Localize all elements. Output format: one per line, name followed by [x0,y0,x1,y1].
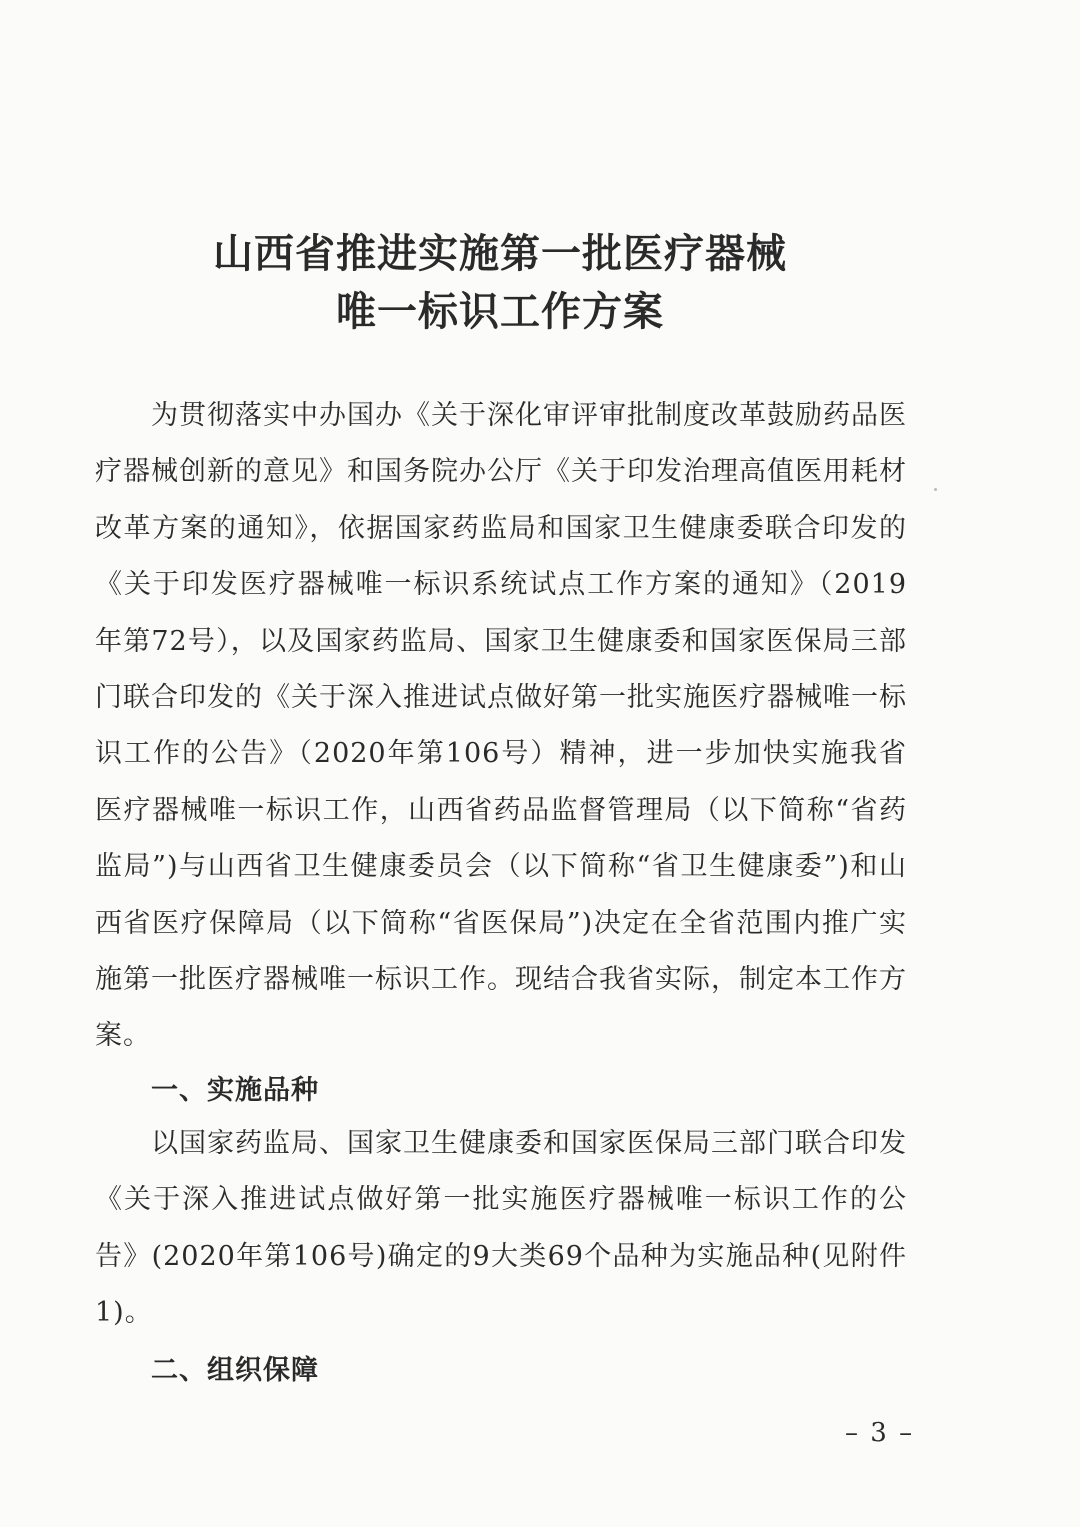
page-number: – 3 – [845,1418,915,1448]
intro-paragraph: 为贯彻落实中办国办《关于深化审评审批制度改革鼓励药品医疗器械创新的意见》和国务院办公厅《关于印发治理高值医用耗材改革方案的通知》，依据国家药监局和国家卫生健康委联合印发的《关于印发医疗器械唯一标识系统试点工作方案的通知》（2019年第72号），以及国家药监局、国家卫生健康委和国家医保局三部门联合印发的《关于深入推进试点做好第一批实施医疗器械唯一标识工作的公告》（2020年第106号）精神，进一步加快实施我省医疗器械唯一标识工作，山西省药品监督管理局（以下简称“省药监局”)与山西省卫生健康委员会（以下简称“省卫生健康委”)和山西省医疗保障局（以下简称“省医保局”)决定在全省范围内推广实施第一批医疗器械唯一标识工作。现结合我省实际，制定本工作方案。 [95,400,907,1052]
scan-speck [934,488,937,491]
section-heading-2: 二、组织保障 [151,1355,319,1386]
document-title-line2: 唯一标识工作方案 [336,289,664,335]
section-heading-1: 一、实施品种 [151,1075,319,1106]
section1-paragraph: 以国家药监局、国家卫生健康委和国家医保局三部门联合印发《关于深入推进试点做好第一批实施医疗器械唯一标识工作的公告》(2020年第106号)确定的9大类69个品种为实施品种(见附件1)。 [95,1128,907,1329]
document-title-line1: 山西省推进实施第一批医疗器械 [213,231,787,277]
